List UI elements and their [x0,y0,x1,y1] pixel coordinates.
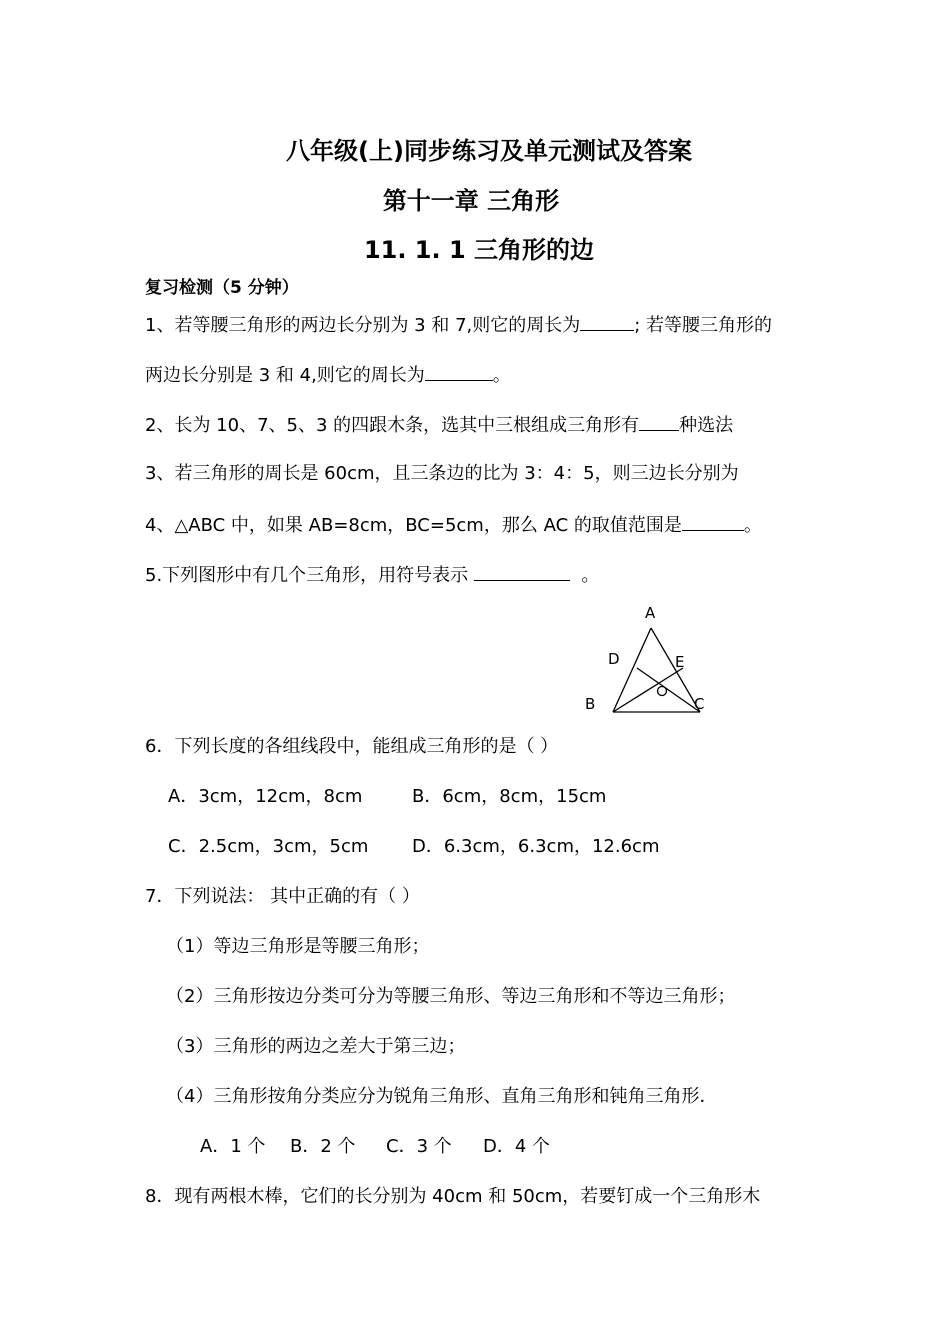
question-6-option-a[interactable]: A．3cm，12cm，8cm [168,786,363,807]
question-4-blank[interactable] [682,512,744,531]
question-3: 3、若三角形的周长是 60cm，且三条边的比为 3：4：5，则三边长分别为 [145,463,739,484]
question-7-statement-4: （4）三角形按角分类应分为锐角三角形、直角三角形和钝角三角形． [166,1086,718,1107]
question-5-blank[interactable] [474,562,570,581]
question-5-text-b: 。 [581,565,600,586]
question-7-option-b[interactable]: B．2 个 [290,1136,356,1157]
question-8: 8．现有两根木棒，它们的长分别为 40cm 和 50cm，若要钉成一个三角形木 [145,1186,761,1207]
question-7-statement-3: （3）三角形的两边之差大于第三边； [166,1036,466,1057]
question-2-text-a: 2、长为 10、7、5、3 的四跟木条，选其中三根组成三角形有 [145,415,640,436]
label-e: E [675,653,685,671]
chapter-title: 第十一章 三角形 [382,187,560,215]
triangle-figure [575,598,715,723]
question-2-blank[interactable] [639,412,679,431]
question-7-option-a[interactable]: A．1 个 [200,1136,266,1157]
question-1-text-a: 1、若等腰三角形的两边长分别为 3 和 7,则它的周长为 [145,315,581,336]
question-1-text-b: ; 若等腰三角形的 [634,315,773,336]
section-title: 11. 1. 1 三角形的边 [363,236,595,264]
question-1-line-2 [145,362,511,388]
segment-cd [637,668,700,712]
question-6-option-c[interactable]: C．2.5cm，3cm，5cm [168,836,369,857]
question-6-option-b[interactable]: B．6cm，8cm，15cm [412,786,607,807]
question-7-option-d[interactable]: D．4 个 [483,1136,551,1157]
question-1-text-d: 。 [492,365,511,386]
label-c: C [694,695,705,713]
question-2 [145,412,733,438]
question-6-stem: 6．下列长度的各组线段中，能组成三角形的是（ ） [145,736,559,757]
question-7-statement-1: （1）等边三角形是等腰三角形； [166,936,430,957]
review-label: 复习检测（5 分钟） [145,278,299,298]
question-5 [145,562,599,588]
label-d: D [608,650,620,668]
question-4 [145,512,762,538]
question-6-option-d[interactable]: D．6.3cm，6.3cm，12.6cm [412,836,660,857]
question-1-line-1 [145,312,772,338]
question-2-text-b: 种选法 [679,415,734,436]
question-7-option-c[interactable]: C．3 个 [386,1136,452,1157]
question-4-text-a: 4、△ABC 中，如果 AB=8cm，BC=5cm，那么 AC 的取值范围是 [145,515,682,536]
question-1-blank-2[interactable] [425,362,493,381]
question-7-stem: 7．下列说法： 其中正确的有（ ） [145,886,420,907]
question-7-statement-2: （2）三角形按边分类可分为等腰三角形、等边三角形和不等边三角形； [166,986,736,1007]
question-5-text-a: 5.下列图形中有几个三角形，用符号表示 [145,565,469,586]
point-o-marker [658,687,667,696]
label-a: A [645,604,656,622]
document-title: 八年级(上)同步练习及单元测试及答案 [286,137,692,165]
question-4-text-b: 。 [743,515,762,536]
label-b: B [585,695,596,713]
question-1-text-c: 两边长分别是 3 和 4,则它的周长为 [145,365,425,386]
question-1-blank-1[interactable] [580,312,634,331]
